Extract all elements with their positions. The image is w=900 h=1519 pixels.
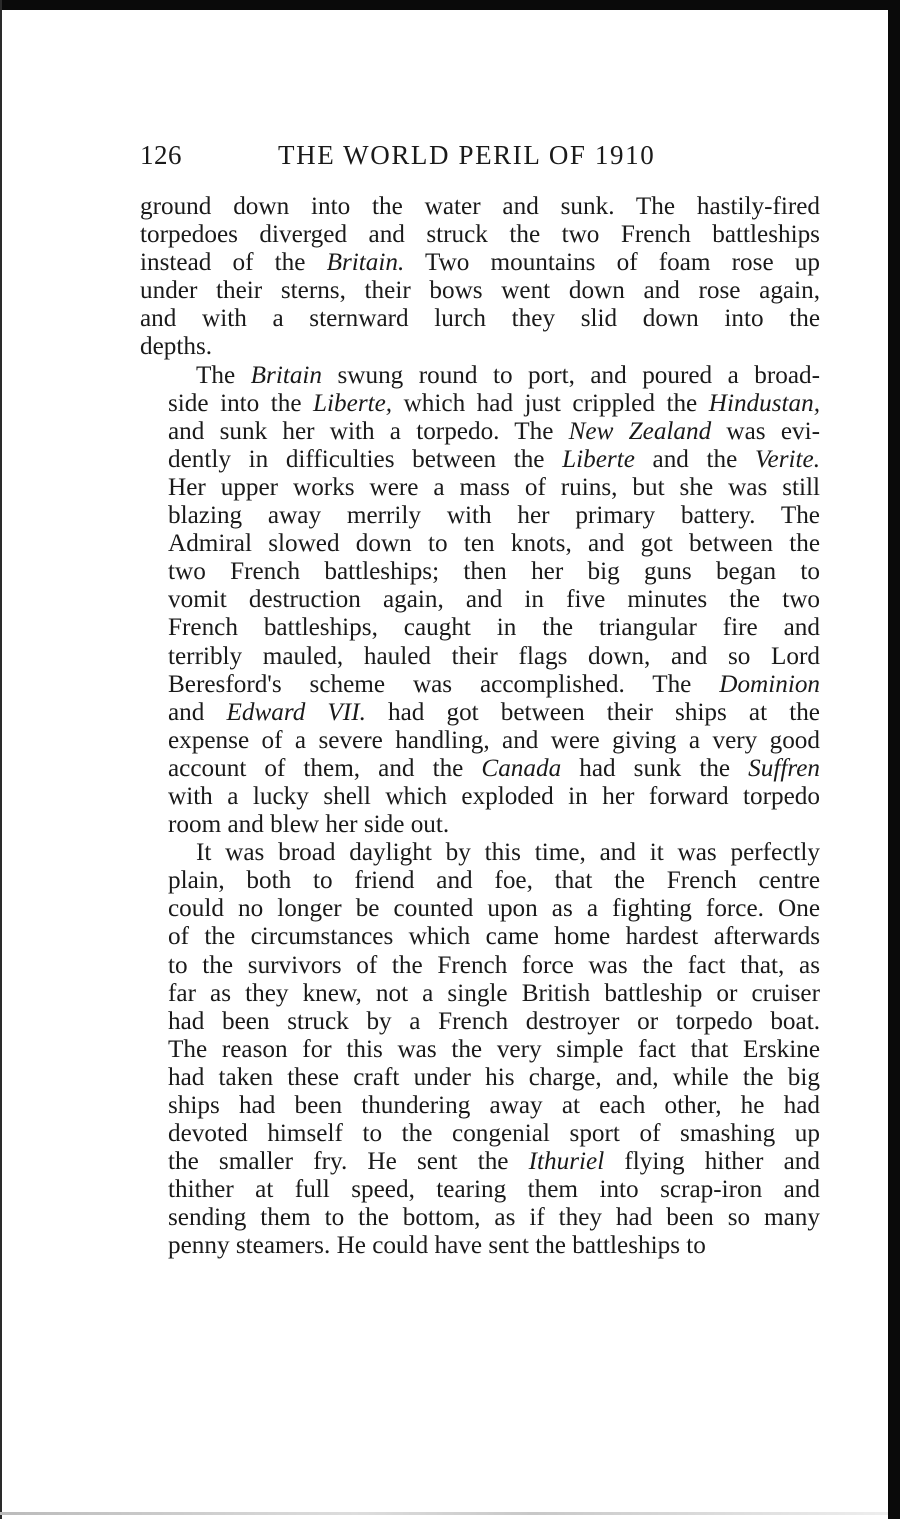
text-line bbox=[140, 277, 820, 305]
text-line bbox=[140, 249, 820, 277]
text-line bbox=[140, 980, 820, 1008]
text-run: could no longer be counted upon as a fighting force. One bbox=[168, 895, 820, 923]
text-line bbox=[140, 1148, 820, 1176]
text-line bbox=[140, 867, 820, 895]
italic-ship-name: Britain. bbox=[326, 249, 405, 277]
text-run: ground down into the water and sunk. The hastily-fired bbox=[140, 193, 820, 220]
text-run: thither at full speed, tearing them into scrap-iron and bbox=[168, 1176, 820, 1204]
text-line bbox=[140, 811, 820, 839]
text-line bbox=[140, 1204, 820, 1232]
text-run: Her upper works were a mass of ruins, but she was still bbox=[168, 473, 820, 501]
italic-ship-name: Hindustan, bbox=[708, 389, 821, 417]
text-run: which had just crippled the bbox=[392, 389, 709, 417]
running-head bbox=[140, 140, 820, 174]
text-line bbox=[140, 530, 820, 558]
text-line bbox=[140, 474, 820, 502]
text-line bbox=[140, 418, 820, 446]
italic-ship-name: Liberte, bbox=[313, 389, 393, 417]
text-run: torpedoes diverged and struck the two French battleships bbox=[140, 221, 820, 249]
text-run: ships had been thundering away at each other, he had bbox=[168, 1092, 820, 1119]
text-line bbox=[140, 614, 820, 642]
italic-ship-name: Canada bbox=[481, 754, 562, 782]
scan-shadow-bottom bbox=[0, 1512, 888, 1515]
text-line bbox=[140, 1008, 820, 1036]
text-line bbox=[140, 895, 820, 923]
text-run: plain, both to friend and foe, that the French centre bbox=[168, 867, 820, 895]
running-title: THE WORLD PERIL OF 1910 bbox=[278, 140, 656, 170]
text-line bbox=[140, 502, 820, 530]
text-run: depths. bbox=[140, 333, 213, 361]
text-run: blazing away merrily with her primary battery. The bbox=[168, 502, 820, 530]
text-line bbox=[140, 333, 820, 361]
text-run: was evi- bbox=[711, 417, 820, 445]
text-run: penny steamers. He could have sent the battleships to bbox=[168, 1232, 706, 1260]
text-run: Two mountains of foam rose up bbox=[404, 249, 820, 277]
text-run: flying hither and bbox=[604, 1148, 820, 1176]
text-run: room and blew her side out. bbox=[168, 811, 450, 839]
text-run: swung round to port, and poured a broad- bbox=[322, 361, 820, 389]
text-line bbox=[140, 1120, 820, 1148]
text-run: The bbox=[196, 361, 251, 389]
text-line bbox=[140, 1064, 820, 1092]
text-line bbox=[140, 643, 820, 671]
paragraph bbox=[140, 362, 820, 840]
italic-ship-name: Dominion bbox=[719, 670, 820, 698]
text-line bbox=[140, 305, 820, 333]
text-run: and bbox=[168, 698, 227, 726]
scan-border-left bbox=[0, 0, 2, 1519]
text-run: the smaller fry. He sent the bbox=[168, 1148, 529, 1176]
text-run: and sunk her with a torpedo. The bbox=[168, 417, 569, 445]
text-run: with a lucky shell which exploded in her forward torpedo bbox=[168, 782, 820, 810]
text-run: instead of the bbox=[140, 249, 327, 277]
text-run: vomit destruction again, and in five minutes the two bbox=[168, 586, 820, 614]
text-run: of the circumstances which came home hardest afterwards bbox=[168, 923, 820, 951]
text-line bbox=[140, 221, 820, 249]
text-run: sending them to the bottom, as if they had been so many bbox=[168, 1204, 820, 1232]
italic-ship-name: Liberte bbox=[562, 445, 635, 473]
text-run: had taken these craft under his charge, and, while the big bbox=[168, 1063, 820, 1091]
text-line bbox=[140, 446, 820, 474]
text-line bbox=[140, 1232, 820, 1260]
text-line bbox=[140, 699, 820, 727]
text-line bbox=[140, 671, 820, 699]
text-run: far as they knew, not a single British battleship or cruiser bbox=[168, 979, 820, 1007]
paragraph bbox=[140, 839, 820, 1260]
text-run: had sunk the bbox=[561, 754, 749, 782]
italic-ship-name: Ithuriel bbox=[528, 1148, 605, 1176]
text-run: Admiral slowed down to ten knots, and got between the bbox=[168, 530, 820, 558]
italic-ship-name: Suffren bbox=[748, 754, 820, 782]
text-run: Beresford's scheme was accomplished. The bbox=[168, 670, 720, 698]
text-run: side into the bbox=[168, 389, 314, 417]
italic-ship-name: Britain bbox=[250, 361, 323, 389]
text-line bbox=[140, 193, 820, 221]
text-line bbox=[140, 839, 820, 867]
text-line bbox=[140, 1176, 820, 1204]
text-line bbox=[140, 1036, 820, 1064]
text-run: dently in difficulties between the bbox=[168, 445, 563, 473]
italic-ship-name: New Zealand bbox=[568, 417, 712, 445]
text-run: French battleships, caught in the triangular fire and bbox=[168, 614, 820, 642]
text-line bbox=[140, 952, 820, 980]
text-run: account of them, and the bbox=[168, 754, 482, 782]
text-run: terribly mauled, hauled their flags down, and so Lord bbox=[168, 642, 820, 670]
text-run: devoted himself to the congenial sport of smashing up bbox=[168, 1120, 820, 1148]
text-line bbox=[140, 783, 820, 811]
text-line bbox=[140, 755, 820, 783]
text-line bbox=[140, 390, 820, 418]
text-line bbox=[140, 727, 820, 755]
scan-border-right bbox=[888, 0, 900, 1519]
text-run: The reason for this was the very simple fact that Erskine bbox=[168, 1035, 820, 1063]
text-run: and the bbox=[634, 445, 755, 473]
text-line bbox=[140, 1092, 820, 1120]
text-run: to the survivors of the French force was the fact that, as bbox=[168, 951, 820, 979]
text-run: and with a sternward lurch they slid down into the bbox=[140, 305, 820, 333]
paragraph bbox=[140, 193, 820, 362]
text-line bbox=[140, 558, 820, 586]
text-run: expense of a severe handling, and were giving a very good bbox=[168, 726, 820, 754]
text-line bbox=[140, 586, 820, 614]
text-run: two French battleships; then her big guns began to bbox=[168, 558, 820, 586]
italic-ship-name: Verite. bbox=[754, 445, 821, 473]
page-number: 126 bbox=[140, 140, 182, 170]
text-line bbox=[140, 362, 820, 390]
italic-ship-name: Edward VII. bbox=[226, 698, 366, 726]
text-run: had been struck by a French destroyer or torpedo boat. bbox=[168, 1007, 820, 1035]
scan-border-top bbox=[0, 0, 900, 10]
text-run: It was broad daylight by this time, and it was perfectly bbox=[196, 839, 820, 867]
body-text bbox=[140, 193, 820, 1261]
text-line bbox=[140, 923, 820, 951]
text-run: had got between their ships at the bbox=[365, 698, 820, 726]
text-run: under their sterns, their bows went down and rose again, bbox=[140, 277, 820, 305]
